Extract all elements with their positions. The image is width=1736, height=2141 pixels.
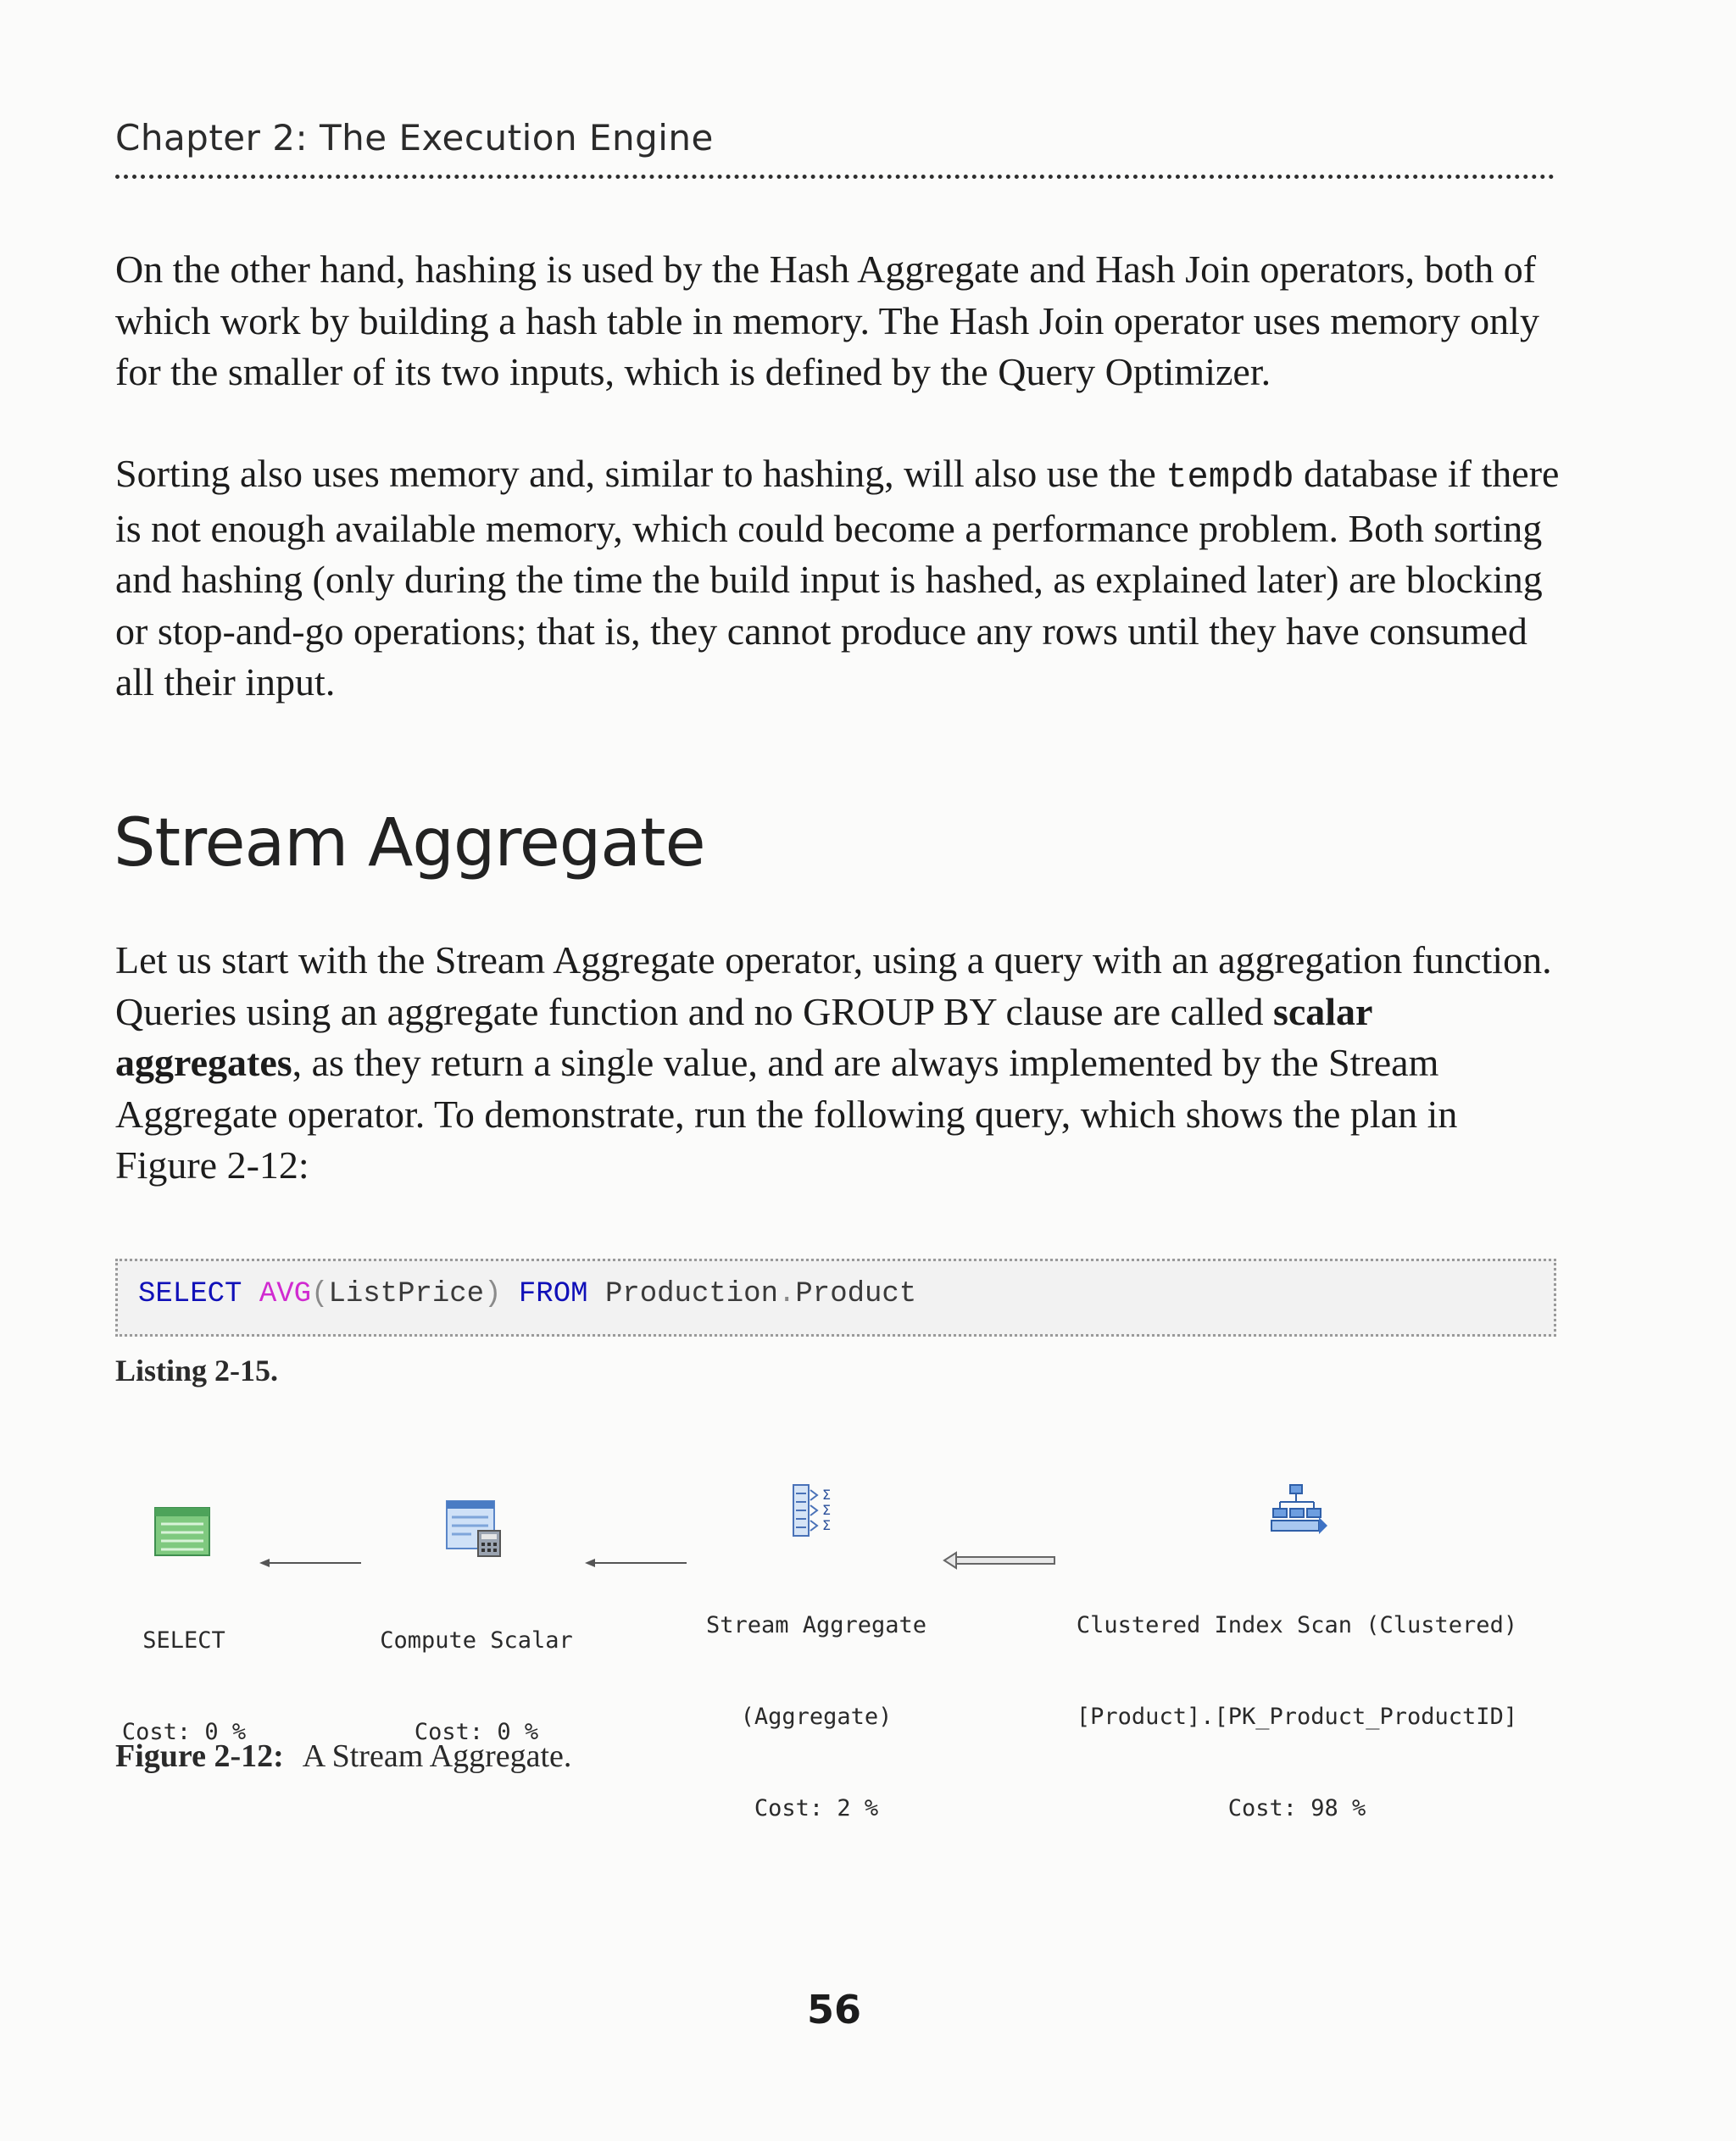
- compute-scalar-icon: [446, 1500, 504, 1558]
- select-operator-cost: Cost: 0 %: [121, 1719, 247, 1745]
- figure-caption: [115, 1738, 571, 1775]
- code-listing-box: [115, 1259, 1556, 1337]
- code-keyword-from: FROM: [518, 1278, 588, 1310]
- figure-caption-text: A Stream Aggregate.: [302, 1738, 572, 1774]
- inline-code-tempdb: tempdb: [1166, 457, 1294, 498]
- code-table: Product: [795, 1278, 917, 1310]
- figure-caption-label: Figure 2-12:: [115, 1738, 284, 1774]
- stream-aggregate-icon: [792, 1483, 843, 1539]
- arrow-left-thick-icon: [943, 1551, 1056, 1570]
- header-rule: [115, 175, 1555, 179]
- arrow-left-icon: [585, 1556, 688, 1570]
- term-scalar-aggregates: scalar aggregates: [115, 989, 1372, 1084]
- svg-text:Σ: Σ: [822, 1487, 832, 1503]
- select-operator-name: SELECT: [142, 1627, 225, 1654]
- clustered-index-scan-cost: Cost: 98 %: [1227, 1795, 1366, 1821]
- paragraph-hashing: [115, 244, 1565, 398]
- svg-text:Σ: Σ: [822, 1517, 832, 1533]
- paragraph-sorting-text-1: Sorting also uses memory and, similar to hashing, will also use the: [115, 452, 1166, 495]
- running-head: Chapter 2: The Execution Engine: [115, 117, 714, 158]
- code-line: [138, 1278, 916, 1310]
- paragraph-stream-aggregate: [115, 935, 1565, 1192]
- clustered-index-scan-sub: [Product].[PK_Product_ProductID]: [1076, 1704, 1518, 1730]
- code-function-avg: AVG: [259, 1278, 312, 1310]
- stream-aggregate-operator: [678, 1549, 954, 1885]
- section-heading: Stream Aggregate: [114, 805, 705, 881]
- code-schema: Production: [604, 1278, 778, 1310]
- clustered-index-scan-name: Clustered Index Scan (Clustered): [1076, 1612, 1518, 1638]
- code-argument: ListPrice: [328, 1278, 485, 1310]
- paragraph-intro-text-2: , as they return a single value, and are always implemented by the Stream Aggregate operator. To demonstrate, run the following query, which shows the plan in Figure 2-12:: [115, 1041, 1458, 1187]
- paragraph-hashing-text: On the other hand, hashing is used by the Hash Aggregate and Hash Join operators, both of which work by building a hash table in memory. The Hash Join operator uses memory only for the smaller of its two inputs, which is defined by the Query Optimizer.: [115, 247, 1539, 393]
- code-dot: .: [777, 1278, 796, 1310]
- stream-aggregate-name: Stream Aggregate: [705, 1612, 927, 1638]
- stream-aggregate-sub: (Aggregate): [740, 1704, 893, 1730]
- compute-scalar-cost: Cost: 0 %: [414, 1719, 539, 1745]
- listing-label: Listing 2-15.: [115, 1354, 279, 1387]
- code-paren-close: ): [484, 1278, 502, 1310]
- clustered-index-scan-icon: [1270, 1483, 1329, 1536]
- svg-text:Σ: Σ: [822, 1502, 832, 1518]
- paragraph-intro-text-1: Let us start with the Stream Aggregate operator, using a query with an aggregation function. Queries using an aggregate function and no GROUP BY clause are called: [115, 938, 1552, 1033]
- clustered-index-scan-operator: [1051, 1549, 1543, 1885]
- paragraph-sorting-text-2: database if there is not enough available memory, which could become a performance problem. Both sorting and hashing (only during the time the build input is hashed, as explained later) are blocking or stop-and-go operations; that is, they cannot produce any rows until they have consumed all their input.: [115, 452, 1560, 703]
- compute-scalar-name: Compute Scalar: [380, 1627, 573, 1654]
- stream-aggregate-cost: Cost: 2 %: [754, 1795, 879, 1821]
- page-number: 56: [806, 1987, 861, 2033]
- select-operator-icon: [154, 1507, 212, 1558]
- code-paren-open: (: [311, 1278, 329, 1310]
- paragraph-sorting: [115, 448, 1565, 709]
- code-keyword-select: SELECT: [138, 1278, 242, 1310]
- arrow-left-icon: [259, 1556, 363, 1570]
